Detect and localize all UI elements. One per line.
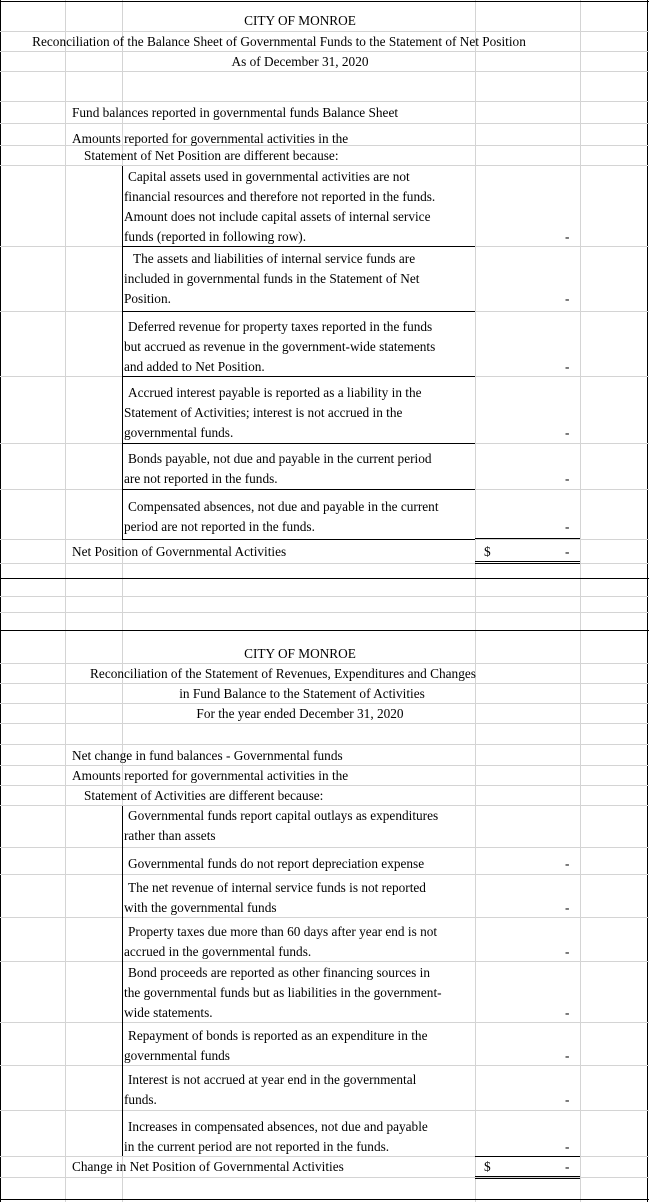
item-line: governmental funds — [124, 1048, 230, 1063]
item-line: Bond proceeds are reported as other financing sources in — [128, 965, 431, 980]
grid-row-line — [0, 71, 649, 72]
amounts-label-2: Statement of Net Position are different because: — [84, 148, 339, 163]
item-value: - — [565, 944, 570, 959]
item-value: - — [565, 471, 570, 486]
item-value: - — [565, 900, 570, 915]
item-border — [122, 489, 475, 490]
item-line: Governmental funds do not report depreciation expense — [128, 856, 425, 871]
item-value: - — [565, 229, 570, 244]
double-underline — [475, 1178, 580, 1179]
item-value: - — [565, 856, 570, 871]
grid-row-line — [0, 1065, 649, 1066]
item-line: included in governmental funds in the Statement of Net — [124, 271, 420, 286]
item-line: Bonds payable, not due and payable in the current period — [128, 451, 432, 466]
item-line: rather than assets — [124, 828, 216, 843]
total-value: - — [565, 544, 570, 559]
item-line: The net revenue of internal service funds is not reported — [128, 880, 426, 895]
item-line: Repayment of bonds is reported as an expenditure in the — [128, 1028, 428, 1043]
item-line: in the current period are not reported in the funds. — [124, 1139, 390, 1154]
item-line: financial resources and therefore not reported in the funds. — [124, 189, 436, 204]
grid-row-line — [0, 101, 649, 102]
grid-row-line — [0, 723, 649, 724]
fund-balances-label: Fund balances reported in governmental funds Balance Sheet — [72, 105, 399, 120]
item-border — [122, 376, 475, 377]
grid-row-line — [0, 31, 649, 32]
item-line: wide statements. — [124, 1005, 213, 1020]
item-line: the governmental funds but as liabilities in the government- — [124, 985, 442, 1000]
total-label: Net Position of Governmental Activities — [72, 544, 287, 559]
item-border — [122, 539, 475, 540]
grid-row-line — [0, 961, 649, 962]
item-line: Property taxes due more than 60 days after year end is not — [128, 924, 438, 939]
double-underline — [475, 1176, 580, 1177]
item-line: Statement of Activities; interest is not accrued in the — [124, 405, 403, 420]
item-border — [122, 443, 475, 444]
grid-row-line — [0, 765, 649, 766]
item-line: with the governmental funds — [124, 900, 277, 915]
item-value: - — [565, 519, 570, 534]
item-line: Amount does not include capital assets of internal service — [124, 209, 431, 224]
grid-row-line — [0, 612, 649, 613]
item-value: - — [565, 291, 570, 306]
total-top-rule — [475, 1156, 580, 1157]
item-line: Compensated absences, not due and payable in the current — [128, 499, 439, 514]
item-line: governmental funds. — [124, 425, 234, 440]
grid-row-line — [0, 917, 649, 918]
total-top-rule — [475, 538, 580, 539]
total-currency: $ — [484, 544, 491, 559]
item-border — [122, 311, 475, 312]
item-line: period are not reported in the funds. — [124, 519, 315, 534]
item-line: accrued in the governmental funds. — [124, 944, 312, 959]
grid-row-line — [0, 1110, 649, 1111]
report-title-line-2: in Fund Balance to the Statement of Activities — [179, 686, 425, 701]
grid-row-line — [0, 51, 649, 52]
amounts-label-1: Amounts reported for governmental activities in the — [72, 131, 349, 146]
item-value: - — [565, 1092, 570, 1107]
section-separator-line — [0, 630, 649, 631]
item-line: funds (reported in following row). — [124, 229, 307, 244]
item-line: Accrued interest payable is reported as a liability in the — [128, 385, 422, 400]
item-border — [122, 246, 475, 247]
grid-row-line — [0, 1, 649, 2]
report-date: For the year ended December 31, 2020 — [196, 706, 404, 721]
item-value: - — [565, 1139, 570, 1154]
grid-row-line — [0, 123, 649, 124]
item-value: - — [565, 1048, 570, 1063]
amounts-label-1: Amounts reported for governmental activities in the — [72, 768, 349, 783]
grid-row-line — [0, 785, 649, 786]
item-cell-border — [122, 806, 123, 1156]
grid-row-line — [0, 596, 649, 597]
item-line: The assets and liabilities of internal service funds are — [133, 251, 416, 266]
section-separator-line — [0, 578, 649, 579]
report-title: Reconciliation of the Balance Sheet of Governmental Funds to the Statement of Net Position — [32, 34, 526, 49]
item-line: Deferred revenue for property taxes reported in the funds — [128, 319, 433, 334]
grid-row-line — [0, 744, 649, 745]
total-currency: $ — [484, 1159, 491, 1174]
item-value: - — [565, 1005, 570, 1020]
city-title: CITY OF MONROE — [244, 646, 356, 661]
item-line: funds. — [124, 1092, 157, 1107]
item-line: but accrued as revenue in the government-wide statements — [124, 339, 436, 354]
double-underline — [475, 563, 580, 564]
grid-row-line — [0, 874, 649, 875]
total-value: - — [565, 1159, 570, 1174]
net-change-label: Net change in fund balances - Governmental funds — [72, 748, 343, 763]
report-date: As of December 31, 2020 — [231, 54, 369, 69]
grid-row-line — [0, 683, 649, 684]
item-value: - — [565, 425, 570, 440]
item-line: Increases in compensated absences, not due and payable — [128, 1119, 428, 1134]
item-line: Governmental funds report capital outlays as expenditures — [128, 808, 439, 823]
item-line: are not reported in the funds. — [124, 471, 278, 486]
grid-row-line — [0, 703, 649, 704]
item-line: Interest is not accrued at year end in the governmental — [128, 1072, 417, 1087]
item-line: and added to Net Position. — [124, 359, 265, 374]
item-cell-border — [122, 166, 123, 539]
grid-row-line — [0, 847, 649, 848]
bottom-border-line — [0, 1199, 649, 1200]
grid-row-line — [0, 1022, 649, 1023]
grid-row-line — [0, 663, 649, 664]
item-line: Capital assets used in governmental activities are not — [128, 169, 410, 184]
report-title-line-1: Reconciliation of the Statement of Revenues, Expenditures and Changes — [90, 666, 476, 681]
total-label: Change in Net Position of Governmental Activities — [72, 1159, 344, 1174]
grid-row-line — [0, 165, 649, 166]
amounts-label-2: Statement of Activities are different because: — [84, 788, 324, 803]
city-title: CITY OF MONROE — [244, 13, 356, 28]
item-line: Position. — [124, 291, 171, 306]
double-underline — [475, 561, 580, 562]
grid-row-line — [0, 805, 649, 806]
item-value: - — [565, 359, 570, 374]
